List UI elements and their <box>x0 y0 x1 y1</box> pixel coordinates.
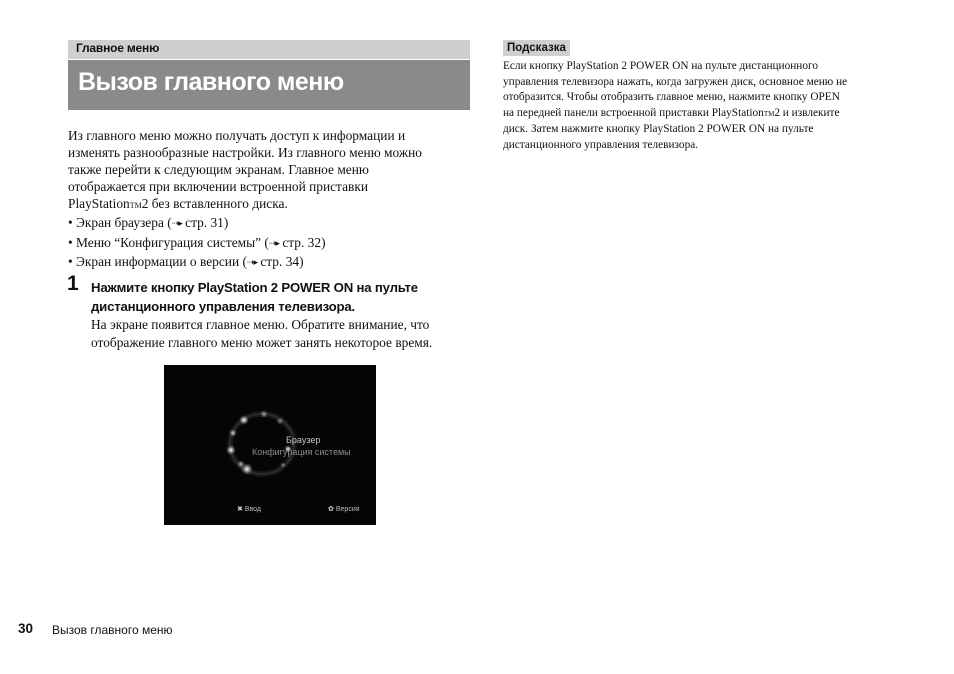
intro-line: также перейти к следующим экранам. Главное меню <box>68 162 369 177</box>
enter-button-hint[interactable] <box>237 505 261 513</box>
page-ref-arrow-icon: ⇢▸ <box>171 219 182 229</box>
hint-line: дистанционного управления телевизора. <box>503 138 699 151</box>
page-number: 30 <box>18 621 34 636</box>
brand-text: PlayStation <box>68 196 130 211</box>
hint-line: Если кнопку PlayStation 2 POWER ON на пульте дистанционного <box>503 60 818 72</box>
step-heading <box>91 278 471 316</box>
hint-tag: Подсказка <box>503 40 570 56</box>
page-title: Вызов главного меню <box>68 60 470 110</box>
version-label: Версия <box>335 506 360 513</box>
intro-line <box>68 195 468 214</box>
screen-list <box>68 214 468 273</box>
list-item <box>68 253 468 273</box>
page-ref-link[interactable]: стр. 32 <box>282 234 322 250</box>
section-tag: Главное меню <box>68 40 470 59</box>
step-number: 1 <box>67 272 79 295</box>
page-ref-link[interactable]: стр. 34 <box>260 254 300 269</box>
intro-text <box>68 127 468 273</box>
step-body-line: На экране появится главное меню. Обратите внимание, что <box>91 317 430 332</box>
list-item-text: Экран браузера ( <box>76 215 172 230</box>
list-item-text: Экран информации о версии ( <box>76 254 247 269</box>
enter-label: Ввод <box>244 506 262 513</box>
list-item-end: ) <box>299 254 304 269</box>
list-item <box>68 234 468 254</box>
list-item-end: ) <box>321 234 326 250</box>
version-button-hint[interactable] <box>328 505 360 513</box>
main-menu-screenshot <box>164 365 376 525</box>
page-ref-arrow-icon: ⇢▸ <box>246 258 257 268</box>
list-item-end: ) <box>223 215 229 230</box>
step-heading-line: дистанционного управления телевизора. <box>91 299 355 314</box>
intro-line-end: 2 без вставленного диска. <box>141 196 288 211</box>
intro-line: отображается при включении встроенной приставки <box>68 179 369 194</box>
hint-line-text: на передней панели встроенной приставки PlayStation <box>503 106 764 119</box>
cross-button-icon: ✖ <box>237 506 243 513</box>
hint-text <box>503 59 908 153</box>
trademark-mark: TM <box>129 201 142 210</box>
orb-ring-icon <box>164 365 376 525</box>
menu-item-browser[interactable]: Браузер <box>286 435 321 445</box>
hint-line-end: 2 и извлеките <box>774 106 840 119</box>
list-item <box>68 214 468 234</box>
triangle-button-icon: ✿ <box>328 506 334 513</box>
footer-title: Вызов главного меню <box>52 623 173 637</box>
trademark-mark: TM <box>763 109 775 118</box>
list-item-text: Меню “Конфигурация системы” ( <box>76 234 269 250</box>
step-body-line: отображение главного меню может занять некоторое время. <box>91 335 433 350</box>
page-ref-arrow-icon: ⇢▸ <box>268 238 279 249</box>
hint-line: управления телевизора нажать, когда загружен диск, основное меню не <box>503 75 848 88</box>
page-ref-link[interactable]: стр. 31 <box>185 215 224 230</box>
step-heading-line: Нажмите кнопку PlayStation 2 POWER ON на пульте <box>91 280 418 295</box>
hint-line: отобразится. Чтобы отобразить главное меню, нажмите кнопку OPEN <box>503 91 840 103</box>
intro-line: изменять разнообразные настройки. Из главного меню можно <box>68 145 423 160</box>
step-body <box>91 316 481 352</box>
hint-line <box>503 106 908 123</box>
intro-line: Из главного меню можно получать доступ к информации и <box>68 128 406 143</box>
menu-item-system-config[interactable]: Конфигурация системы <box>252 447 351 457</box>
hint-line: диск. Затем нажмите кнопку PlayStation 2 POWER ON на пульте <box>503 123 814 135</box>
